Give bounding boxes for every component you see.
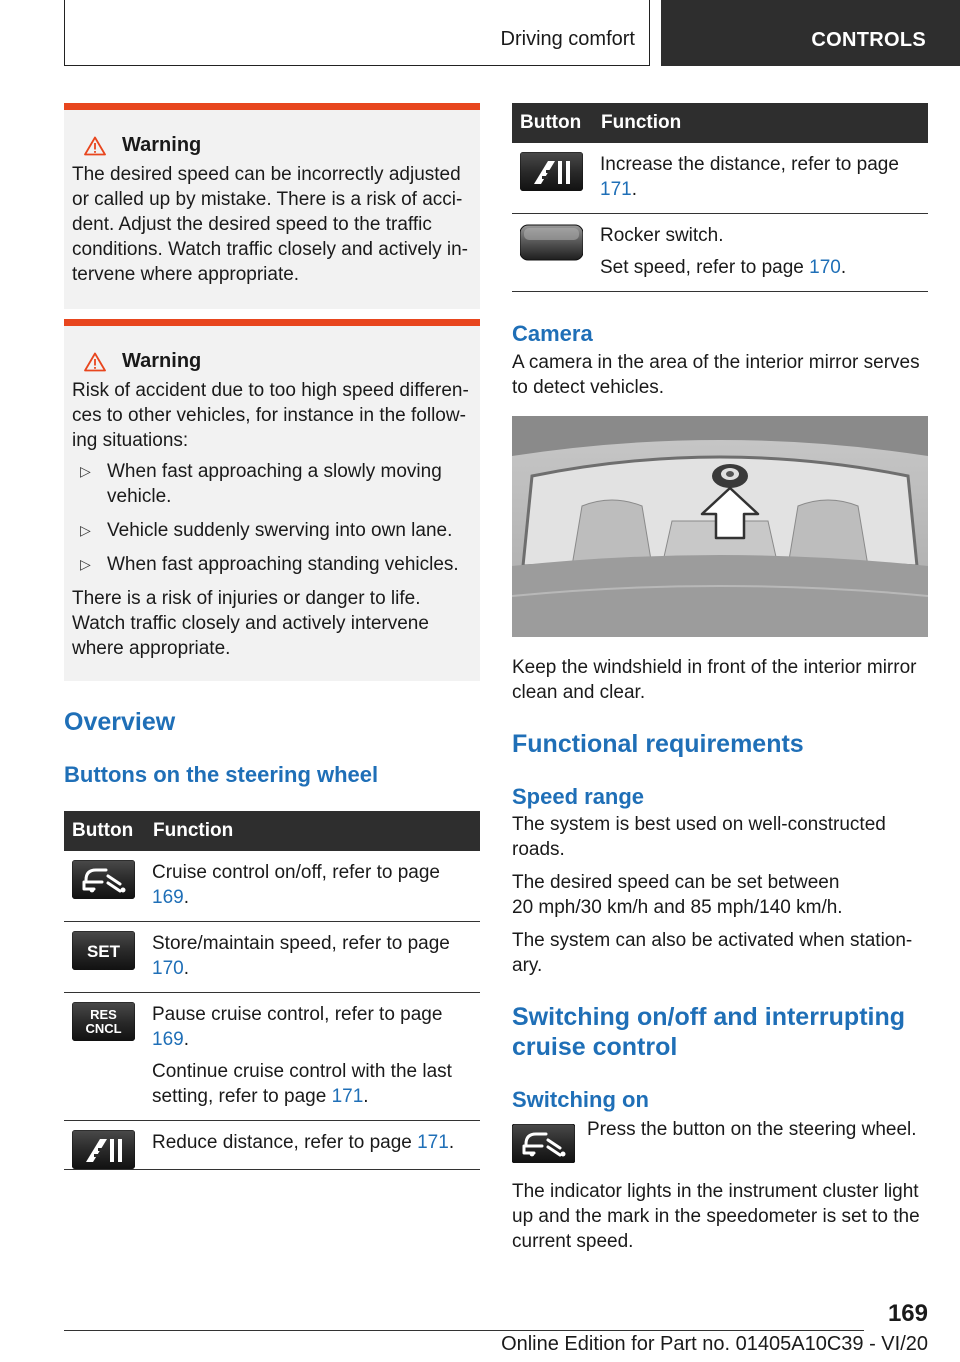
page-link[interactable]: 170 [152,958,184,979]
functional-requirements-heading: Functional requirements [512,730,804,758]
speed-range-text-3: The system can also be activated when station-ary. [512,930,913,976]
footer-edition: Online Edition for Part no. 01405A10C39 - VI/20 [501,1333,928,1355]
camera-location-illustration [512,416,928,637]
page-link[interactable]: 170 [809,257,841,278]
row-function-text: Pause cruise control, refer to page 169. [152,1004,443,1050]
distance-icon [72,1130,135,1169]
row-function-text: Store/maintain speed, refer to page 170. [152,933,450,979]
col-header-function: Function [144,811,480,851]
warning-title: Warning [122,350,202,372]
table-row [64,851,480,922]
set-icon [72,931,135,970]
list-item: ▷ When fast approaching a slowly moving vehicle. [80,461,442,507]
col-header-button: Button [64,811,144,851]
triangle-bullet-icon: ▷ [80,463,91,479]
cruise-control-icon [72,860,135,899]
table-row [512,143,928,214]
warning-title: Warning [122,134,202,156]
camera-text: A camera in the area of the interior mirror serves to detect vehicles. [512,352,920,398]
rocker-switch-icon [520,223,583,262]
page-link[interactable]: 169 [152,887,184,908]
cncl-label: CNCL [85,1021,122,1036]
res-cncl-icon [72,1002,135,1041]
page-link[interactable]: 169 [152,1029,184,1050]
row-function-text: Increase the distance, refer to page 171. [600,154,899,200]
switching-on-heading: Switching on [512,1087,649,1112]
triangle-bullet-icon: ▷ [80,556,91,572]
col-header-button: Button [512,103,592,143]
overview-heading: Overview [64,708,176,736]
speed-range-text-1: The system is best used on well-constructed roads. [512,814,886,860]
header-chapter-box [661,0,960,66]
warning-triangle-icon [84,352,106,372]
warning-intro: Risk of accident due to too high speed differen-ces to other vehicles, for instance in the follow-ing situations: [72,380,469,451]
warning-outro: There is a risk of injuries or danger to life. Watch traffic closely and actively intervene where appropriate. [72,588,429,659]
header-section-title: Driving comfort [500,28,635,50]
header-chapter-title: CONTROLS [811,29,926,51]
header-section-box [64,0,650,66]
row-function-text: Cruise control on/off, refer to page 169. [152,862,440,908]
switching-on-text: Press the button on the steering wheel. [587,1119,917,1140]
warning-box-2 [64,319,480,681]
warning-triangle-icon [84,136,106,156]
camera-note: Keep the windshield in front of the interior mirror clean and clear. [512,657,917,703]
table-row [512,214,928,292]
warning-text: The desired speed can be incorrectly adjusted or called up by mistake. There is a risk of acci-dent. Adjust the desired speed to the traffic conditions. Watch traffic closely and actively in-tervene where appropriate. [72,164,469,285]
speed-range-text-2: The desired speed can be set between 20 mph/30 km/h and 85 mph/140 km/h. [512,872,843,918]
switching-heading: Switching on/off and interrupting cruise control [512,1003,906,1061]
row-function-text-2: Continue cruise control with the last setting, refer to page 171. [152,1061,452,1107]
table-row [64,993,480,1121]
speed-range-heading: Speed range [512,784,645,809]
page-link[interactable]: 171 [600,179,632,200]
row-function-text: Reduce distance, refer to page 171. [152,1132,455,1153]
triangle-bullet-icon: ▷ [80,522,91,538]
list-item: ▷ Vehicle suddenly swerving into own lane. [80,520,453,541]
warning-box-1 [64,103,480,309]
table-row [64,922,480,993]
left-column [64,103,480,1170]
steering-buttons-table [64,811,480,1170]
page-link[interactable]: 171 [417,1132,449,1153]
footer-divider [64,1330,864,1331]
res-label: RES [90,1007,117,1022]
distance-buttons-table [512,103,928,292]
list-item: ▷ When fast approaching standing vehicles. [80,554,459,575]
right-column [512,103,928,1254]
page-number: 169 [887,1300,928,1327]
page-link[interactable]: 171 [331,1086,364,1107]
distance-icon [520,152,583,191]
set-label: SET [86,942,121,961]
row-function-text: Rocker switch. [600,225,724,246]
switching-on-result: The indicator lights in the instrument cluster light up and the mark in the speedometer is set to the current speed. [512,1181,920,1252]
switching-on-row [512,1119,928,1163]
warning-list [72,459,472,577]
col-header-function: Function [592,103,928,143]
camera-heading: Camera [512,321,593,346]
row-function-text-2: Set speed, refer to page 170. [600,257,847,278]
cruise-control-icon [512,1124,575,1163]
table-row [64,1121,480,1170]
steering-buttons-heading: Buttons on the steering wheel [64,762,379,787]
